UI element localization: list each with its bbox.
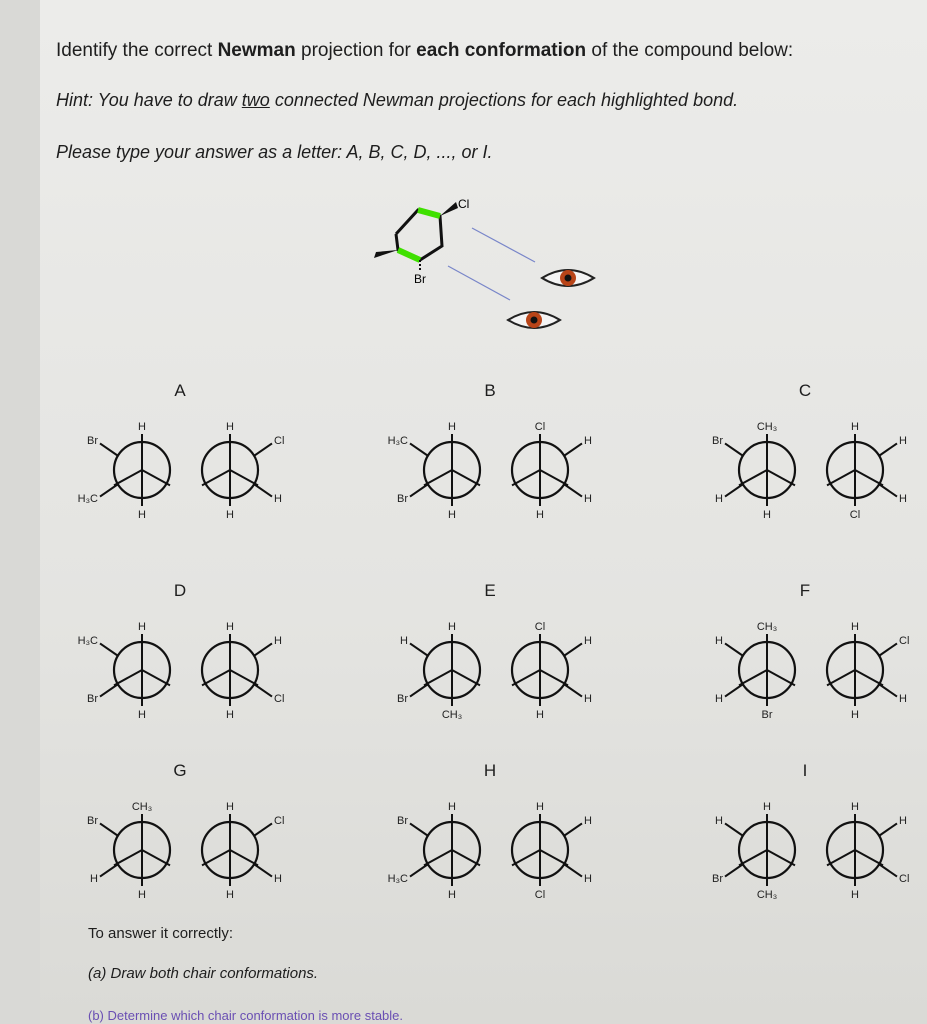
br-label: Br bbox=[414, 272, 426, 286]
option-g-front-bottom-label: H bbox=[138, 889, 146, 901]
option-c-back-top-label: H bbox=[851, 421, 859, 433]
option-e-front-lower-left-label: Br bbox=[397, 693, 408, 705]
option-b-front-lower-left-label: Br bbox=[397, 493, 408, 505]
option-d-front-lower-left-label: Br bbox=[87, 693, 98, 705]
hint-text-1: Hint: You have to draw bbox=[56, 90, 242, 110]
option-h-front-upper-left-label: Br bbox=[397, 815, 408, 827]
option-a bbox=[78, 381, 285, 521]
option-letter: F bbox=[799, 581, 811, 600]
option-a-back-bottom-label: H bbox=[226, 509, 234, 521]
title-text-1: Identify the correct bbox=[56, 40, 218, 61]
option-f-back-bottom-label: H bbox=[851, 709, 859, 721]
option-g-back-lower-right-label: H bbox=[274, 873, 282, 885]
option-h-back-upper-right-label: H bbox=[584, 815, 592, 827]
option-i-front-lower-left-label: Br bbox=[712, 873, 723, 885]
option-a-back-top-label: H bbox=[226, 421, 234, 433]
option-c-back-upper-right-label: H bbox=[899, 435, 907, 447]
option-e-back-bottom-label: H bbox=[536, 709, 544, 721]
option-letter: A bbox=[174, 381, 186, 400]
option-g-back-top-label: H bbox=[226, 801, 234, 813]
option-a-front-bottom-label: H bbox=[138, 509, 146, 521]
option-b-back-bottom-label: H bbox=[536, 509, 544, 521]
option-a-front-top-label: H bbox=[138, 421, 146, 433]
option-b-front-upper-left-label: H₃C bbox=[387, 435, 408, 447]
option-i bbox=[712, 761, 909, 901]
option-f-back-top-label: H bbox=[851, 621, 859, 633]
option-a-back-upper-right-label: Cl bbox=[274, 435, 285, 447]
option-e bbox=[397, 581, 592, 721]
option-e-back-lower-right-label: H bbox=[584, 693, 592, 705]
footer-line-2: (a) Draw both chair conformations. bbox=[88, 965, 319, 982]
option-b-front-top-label: H bbox=[448, 421, 456, 433]
option-letter: C bbox=[798, 381, 812, 400]
option-g-front-lower-left-label: H bbox=[90, 873, 98, 885]
option-i-back-upper-right-label: H bbox=[899, 815, 907, 827]
option-c-front-bottom-label: H bbox=[763, 509, 771, 521]
option-letter: E bbox=[484, 581, 496, 600]
option-h-back-bottom-label: Cl bbox=[534, 889, 546, 901]
option-f-front-lower-left-label: H bbox=[715, 693, 723, 705]
title-text-4: each conformation bbox=[416, 40, 587, 61]
option-c-front-top-label: CH₃ bbox=[756, 421, 778, 433]
option-h-front-bottom-label: H bbox=[448, 889, 456, 901]
option-g bbox=[87, 761, 284, 901]
option-b bbox=[388, 381, 592, 521]
hint-text-2: two bbox=[241, 90, 270, 110]
option-letter: I bbox=[802, 761, 808, 780]
option-i-back-top-label: H bbox=[851, 801, 859, 813]
option-d-back-bottom-label: H bbox=[226, 709, 234, 721]
option-d-back-upper-right-label: H bbox=[274, 635, 282, 647]
title-text-3: projection for bbox=[295, 40, 417, 61]
cl-label: Cl bbox=[458, 197, 470, 211]
option-i-back-lower-right-label: Cl bbox=[899, 873, 910, 885]
option-i-front-bottom-label: CH₃ bbox=[756, 889, 778, 901]
instruction-text: Please type your answer as a letter: A, B, C, D, ..., or I. bbox=[56, 142, 493, 162]
option-a-front-upper-left-label: Br bbox=[87, 435, 98, 447]
option-a-front-lower-left-label: H₃C bbox=[77, 493, 98, 505]
option-letter: H bbox=[483, 761, 497, 780]
option-h-back-lower-right-label: H bbox=[584, 873, 592, 885]
option-h-front-lower-left-label: H₃C bbox=[387, 873, 408, 885]
option-e-back-top-label: Cl bbox=[534, 621, 546, 633]
option-c bbox=[712, 381, 907, 521]
option-letter: B bbox=[484, 381, 496, 400]
option-f-back-lower-right-label: H bbox=[899, 693, 907, 705]
option-g-front-upper-left-label: Br bbox=[87, 815, 98, 827]
option-b-back-upper-right-label: H bbox=[584, 435, 592, 447]
option-h-back-top-label: H bbox=[536, 801, 544, 813]
option-b-back-top-label: Cl bbox=[534, 421, 546, 433]
option-c-back-lower-right-label: H bbox=[899, 493, 907, 505]
option-letter: G bbox=[173, 761, 187, 780]
footer-line-3: (b) Determine which chair conformation is more stable. bbox=[88, 1008, 404, 1023]
option-d bbox=[78, 581, 285, 721]
hint-text-3: connected Newman projections for each highlighted bond. bbox=[269, 90, 739, 110]
option-f-back-upper-right-label: Cl bbox=[899, 635, 910, 647]
option-g-back-bottom-label: H bbox=[226, 889, 234, 901]
option-i-back-bottom-label: H bbox=[851, 889, 859, 901]
option-i-front-top-label: H bbox=[763, 801, 771, 813]
option-b-front-bottom-label: H bbox=[448, 509, 456, 521]
option-e-front-top-label: H bbox=[448, 621, 456, 633]
option-b-back-lower-right-label: H bbox=[584, 493, 592, 505]
option-c-front-upper-left-label: Br bbox=[712, 435, 723, 447]
option-g-front-top-label: CH₃ bbox=[131, 801, 153, 813]
option-e-front-upper-left-label: H bbox=[400, 635, 408, 647]
option-e-back-upper-right-label: H bbox=[584, 635, 592, 647]
option-d-back-top-label: H bbox=[226, 621, 234, 633]
footer-line-1: To answer it correctly: bbox=[88, 925, 234, 942]
option-f-front-upper-left-label: H bbox=[715, 635, 723, 647]
option-d-front-bottom-label: H bbox=[138, 709, 146, 721]
option-g-back-upper-right-label: Cl bbox=[274, 815, 285, 827]
title-text-5: of the compound below: bbox=[586, 40, 794, 61]
option-e-front-bottom-label: CH₃ bbox=[441, 709, 463, 721]
option-d-front-upper-left-label: H₃C bbox=[77, 635, 98, 647]
option-i-front-upper-left-label: H bbox=[715, 815, 723, 827]
option-f-front-bottom-label: Br bbox=[761, 709, 773, 721]
option-a-back-lower-right-label: H bbox=[274, 493, 282, 505]
option-f-front-top-label: CH₃ bbox=[756, 621, 778, 633]
option-f bbox=[715, 581, 909, 721]
title-text-2: Newman bbox=[217, 40, 296, 61]
option-c-back-bottom-label: Cl bbox=[849, 509, 861, 521]
option-c-front-lower-left-label: H bbox=[715, 493, 723, 505]
option-h bbox=[388, 761, 592, 901]
option-h-front-top-label: H bbox=[448, 801, 456, 813]
option-letter: D bbox=[173, 581, 187, 600]
option-d-back-lower-right-label: Cl bbox=[274, 693, 285, 705]
option-d-front-top-label: H bbox=[138, 621, 146, 633]
